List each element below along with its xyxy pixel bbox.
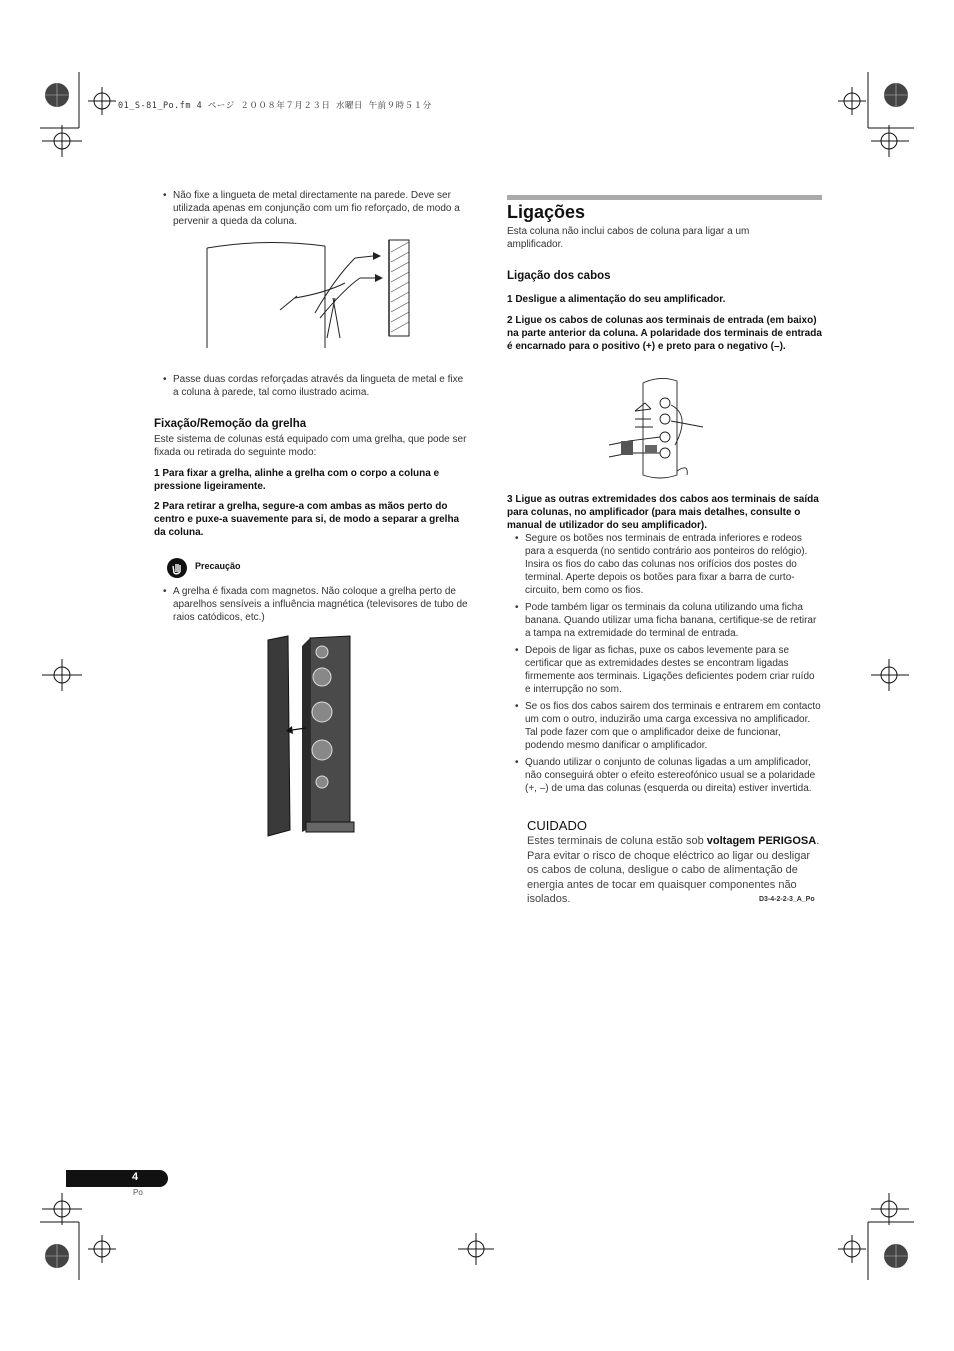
page-title: Ligações [507, 202, 586, 222]
bullet-metal-tab: • Não fixe a lingueta de metal directamente na parede. Deve ser utilizada apenas em conjunção com um fio reforçado, de modo a pervenir a queda da coluna. [173, 189, 469, 228]
bullet-magnets: • A grelha é fixada com magnetos. Não coloque a grelha perto de aparelhos sensíveis a influência magnética (televisores de tubo de raios catódicos, etc.) [173, 585, 469, 624]
cable-heading: Ligação dos cabos [507, 270, 611, 282]
bullet-terminal-knobs: • Segure os botões nos terminais de entrada inferiores e rodeos para a esquerda (no sentido contrário aos ponteiros do relógio). Insira os fios do cabo das colunas nos orifícios dos postes do terminal. Aperte depois os botões para fixar a barra de curto-circuito, bem como os fios. [525, 532, 822, 597]
bullet-two-cords: • Passe duas cordas reforçadas através da lingueta de metal e fixe a coluna à parede, tal como ilustrado acima. [173, 373, 469, 399]
page-tab [66, 1170, 168, 1187]
caution-hand-icon [167, 558, 187, 578]
bullet-polarity: • Quando utilizar o conjunto de colunas ligadas a um amplificador, não conseguirá obter o efeito estereofónico usual se a polaridade (+, –) de uma das colunas (esquerda ou direita) estiver invertida. [525, 756, 822, 795]
cable-step-1: 1 Desligue a alimentação do seu amplificador. [507, 294, 726, 305]
bullet-short-circuit: • Se os fios dos cabos sairem dos terminais e entrarem em contacto um com o outro, induzirão uma carga excessiva no amplificador. Tal pode fazer com que o amplificador deixe de funcionar, podendo mesmo danificar o amplificador. [525, 700, 822, 752]
cuidado-warning-text: Estes terminais de coluna estão sob voltagem PERIGOSA. Para evitar o risco de choque eléctrico ao ligar ou desligar os cabos de coluna, desligue o cabo de alimentação de energia antes de tocar em quaisquer componentes não isolados. [527, 835, 820, 905]
page-language: Po [133, 1188, 143, 1197]
connections-intro: Esta coluna não inclui cabos de coluna para ligar a um amplificador. [507, 226, 750, 250]
bullet-check-connection: • Depois de ligar as fichas, puxe os cabos levemente para se certificar que as extremidades destes se encontram ligadas firmemente aos terminais. Ligações deficientes podem criar ruído e interrupção no som. [525, 644, 822, 696]
bullet-banana-plug: • Pode também ligar os terminais da coluna utilizando uma ficha banana. Quando utilizar uma ficha banana, certifique-se de retirar a tampa na extremidade do terminal de entrada. [525, 601, 822, 640]
grille-removal-illustration [262, 632, 362, 842]
grille-heading: Fixação/Remoção da grelha [154, 418, 307, 430]
wall-fixing-illustration [205, 238, 415, 350]
page-number: 4 [132, 1171, 139, 1183]
terminal-connection-illustration [605, 375, 710, 485]
grille-intro: Este sistema de colunas está equipado com uma grelha, que pode ser fixada ou retirada do seguinte modo: [154, 434, 467, 458]
grille-step-2: 2 Para retirar a grelha, segure-a com ambas as mãos perto do centro e puxe-a suavemente para si, de modo a separar a grelha da coluna. [154, 501, 460, 538]
grille-step-1: 1 Para fixar a grelha, alinhe a grelha com o corpo a coluna e pressione ligeiramente. [154, 468, 440, 492]
cuidado-heading: CUIDADO [527, 818, 587, 833]
section-rule [507, 195, 822, 200]
doc-code: D3-4-2-2-3_A_Po [759, 896, 815, 903]
file-info-line: 01_S-81_Po.fm 4 ページ ２００８年７月２３日 水曜日 午前９時５１分 [118, 101, 432, 111]
caution-label: Precaução [195, 561, 241, 571]
cable-step-2: 2 Ligue os cabos de colunas aos terminais de entrada (em baixo) na parte anterior da coluna. A polaridade dos terminais de entrada é encarnado para o positivo (+) e preto para o negativo (–). [507, 315, 822, 352]
cable-step-3: 3 Ligue as outras extremidades dos cabos aos terminais de saída para colunas, no amplificador (para mais detalhes, consulte o manual de utilizador do seu amplificador). [507, 494, 819, 531]
